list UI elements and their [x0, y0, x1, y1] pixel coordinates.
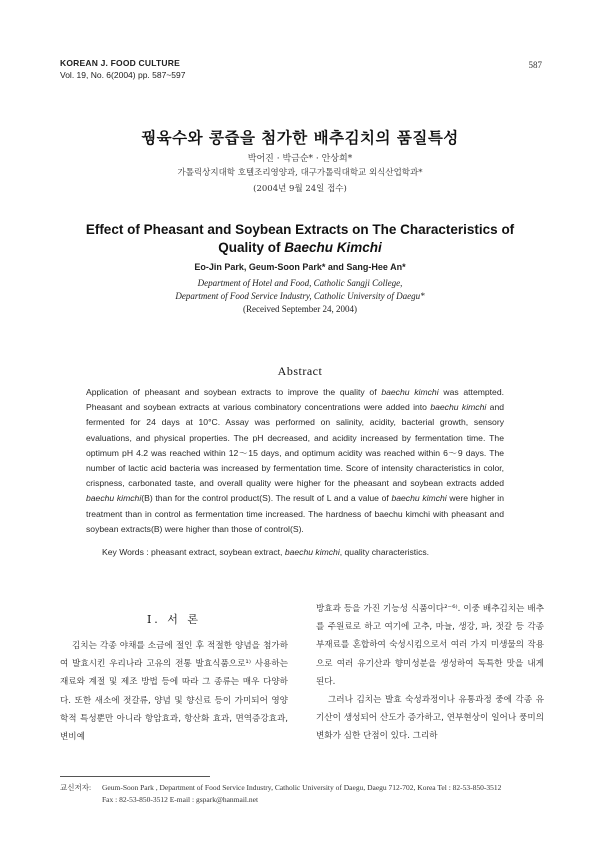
affiliation-line2: Department of Food Service Industry, Catholic University of Daegu* [175, 290, 425, 301]
journal-name: KOREAN J. FOOD CULTURE [60, 58, 180, 68]
abstract-body [86, 385, 504, 537]
intro-paragraph-2: 그러나 김치는 발효 숙성과정이나 유통과정 중에 각종 유기산이 생성되어 산도가 증가하고, 연부현상이 일어나 풍미의 변화가 심한 단점이 있다. 그리하 [316, 695, 544, 742]
keywords: Key Words : pheasant extract, soybean extract, baechu kimchi, quality characteristics. [102, 547, 430, 557]
footnote-rule [60, 776, 210, 777]
english-authors: Eo-Jin Park, Geum-Soon Park* and Sang-Hee An* [194, 262, 406, 272]
english-title-line2: Quality of Baechu Kimchi [218, 240, 382, 255]
abstract-heading: Abstract [277, 364, 323, 378]
english-affiliation [0, 277, 600, 302]
abstract-text: Application of pheasant and soybean extracts to improve the quality of baechu kimchi was attempted. Pheasant and soybean extracts at various combinatory concentrations were added into baechu kimchi and fermented for 24 days at 10°C. Assay was performed on salinity, acidity, bacterial growth, sensory evaluations, and physical properties. The pH decreased, and acidity increased by fermentation time. The optimum pH 4.2 was reached within 12～15 days, and optimum acidity was reached within 6～9 days. The number of lactic acid bacteria was increased by fermentation time. Score of intensity characteristics in color, crispness, carbonated taste, and overall quality were higher for the pheasant and soybean extracts added baechu kimchi(B) than for the control product(S). The result of L and a value of baechu kimchi were higher in treatment than in control as fermentation time increased. The hardness of baechu kimchi with pheasant and soybean extracts(B) were higher than those of control(S). [86, 387, 504, 534]
intro-paragraph-1-continued: 방효과 등을 가진 기능성 식품이다²⁻⁶⁾. 이중 배추김치는 배추를 주원료로 하고 여기에 고추, 마늘, 생강, 파, 젓갈 등 각종 부재료를 혼합하여 숙성시킴으로서 여러 가지 미생물의 작용으로 여러 유기산과 향미성분을 생성하여 독특한 맛을 내게 된다. [316, 604, 544, 687]
affiliation-line1: Department of Hotel and Food, Catholic Sangji College, [197, 278, 403, 288]
english-received-date: (Received September 24, 2004) [243, 304, 357, 314]
volume-info: Vol. 19, No. 6(2004) pp. 587~597 [60, 70, 186, 80]
footnote-line1: Geum-Soon Park , Department of Food Service Industry, Catholic University of Daegu, Daegu 712-702, Korea Tel : 82-53-850-3512 [102, 783, 502, 792]
body-column-right [316, 600, 544, 746]
keywords-label: Key Words : [102, 547, 152, 557]
intro-paragraph-1: 김치는 각종 야채를 소금에 절인 후 적절한 양념을 첨가하여 발효시킨 우리나라 고유의 전통 발효식품으로¹⁾ 사용하는 재료와 계절 및 제조 방법 등에 따라 그 종류는 매우 다양하다. 또한 새소에 젓갈류, 양념 및 향신료 등이 가미되어 영양학적 특성뿐만 아니라 항암효과, 항산화 효과, 면역증강효과, 변비예 [60, 641, 288, 743]
corresponding-author-footnote [60, 782, 550, 806]
korean-authors: 박어진 · 박금순* · 안상희* [247, 154, 353, 164]
body-column-left [60, 637, 288, 746]
footnote-label: 교신저자: [60, 783, 92, 792]
english-title [40, 221, 560, 257]
korean-title: 꿩육수와 콩즙을 첨가한 배추김치의 품질특성 [141, 129, 459, 147]
english-title-line1: Effect of Pheasant and Soybean Extracts on The Characteristics of [85, 222, 515, 237]
korean-affiliation: 가톨릭상지대학 호텔조리영양과, 대구가톨릭대학교 외식산업학과* [177, 168, 423, 178]
korean-received-date: (2004년 9월 24일 접수) [253, 184, 347, 194]
footnote-line2: Fax : 82-53-850-3512 E-mail : gspark@hanmail.net [102, 795, 259, 804]
section-heading-introduction: I. 서 론 [146, 613, 202, 626]
journal-header [60, 57, 185, 81]
page-number: 587 [528, 60, 542, 70]
